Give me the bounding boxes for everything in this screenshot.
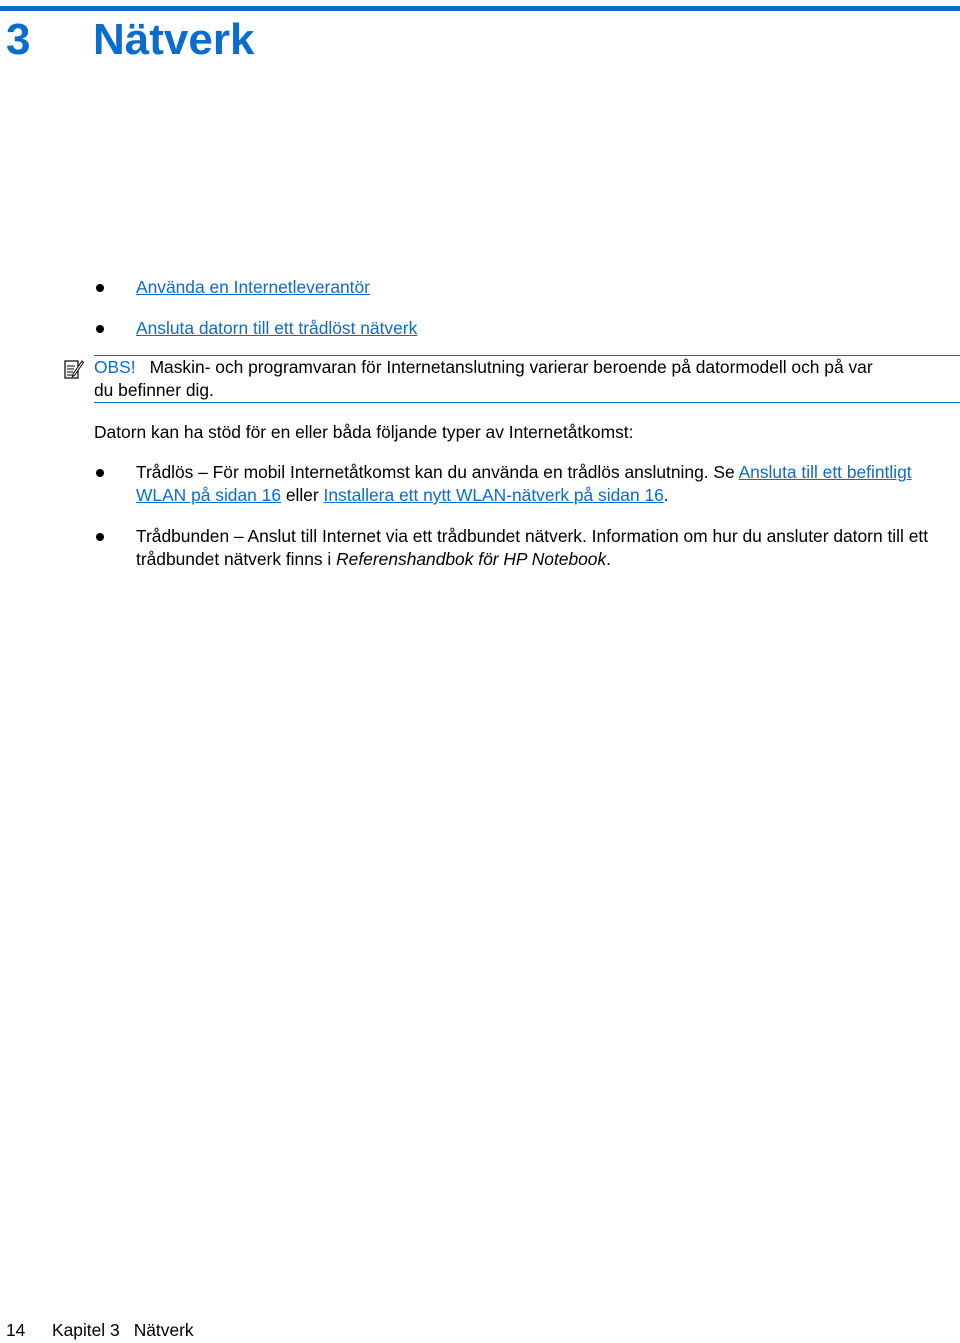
note-body-line2: du befinner dig. xyxy=(94,380,214,400)
intro-paragraph: Datorn kan ha stöd för en eller båda följande typer av Internetåtkomst: xyxy=(94,422,634,442)
reference-guide-title: Referenshandbok för HP Notebook xyxy=(336,549,607,569)
wireless-text: Trådlös – För mobil Internetåtkomst kan du använda en trådlös anslutning. Se xyxy=(136,462,739,482)
wireless-text-tail: . xyxy=(663,485,669,505)
section-links-list xyxy=(0,276,960,358)
note-bottom-rule xyxy=(94,402,960,403)
chapter-top-rule xyxy=(0,6,960,11)
internet-types-list xyxy=(0,461,960,571)
link-internet-provider[interactable]: Använda en Internetleverantör xyxy=(136,277,370,297)
bullet-icon xyxy=(96,325,104,333)
bullet-icon xyxy=(96,469,104,477)
note-text xyxy=(94,356,960,402)
note-box xyxy=(0,355,960,403)
wireless-text-mid: eller xyxy=(281,485,324,505)
footer-title: Nätverk xyxy=(133,1320,194,1340)
list-item-wired xyxy=(0,525,960,571)
note-body-line1: Maskin- och programvaran för Internetanslutning varierar beroende på datormodell och på var xyxy=(149,357,873,377)
link-wireless-network[interactable]: Ansluta datorn till ett trådlöst nätverk xyxy=(136,318,418,338)
link-existing-wlan[interactable]: Ansluta till ett befintligt WLAN på sidan 16 xyxy=(136,462,912,505)
wired-text-tail: . xyxy=(606,549,612,569)
page-footer xyxy=(6,1319,194,1342)
chapter-title: Nätverk xyxy=(93,15,255,64)
note-label: OBS! xyxy=(94,357,136,377)
chapter-heading xyxy=(6,14,254,66)
link-new-wlan[interactable]: Installera ett nytt WLAN-nätverk på sidan 16 xyxy=(323,485,664,505)
bullet-icon xyxy=(96,533,104,541)
bullet-icon xyxy=(96,284,104,292)
footer-chapter: Kapitel 3 xyxy=(52,1320,120,1340)
list-item xyxy=(0,317,960,358)
wired-text: Trådbunden – Anslut till Internet via ett trådbundet nätverk. Information om hur du ansluter datorn till ett trådbundet nätverk finns i xyxy=(136,526,929,569)
page-number: 14 xyxy=(6,1320,26,1340)
chapter-number: 3 xyxy=(6,15,31,64)
list-item xyxy=(0,276,960,317)
notepad-pencil-icon xyxy=(64,358,84,380)
list-item-wireless xyxy=(0,461,960,525)
